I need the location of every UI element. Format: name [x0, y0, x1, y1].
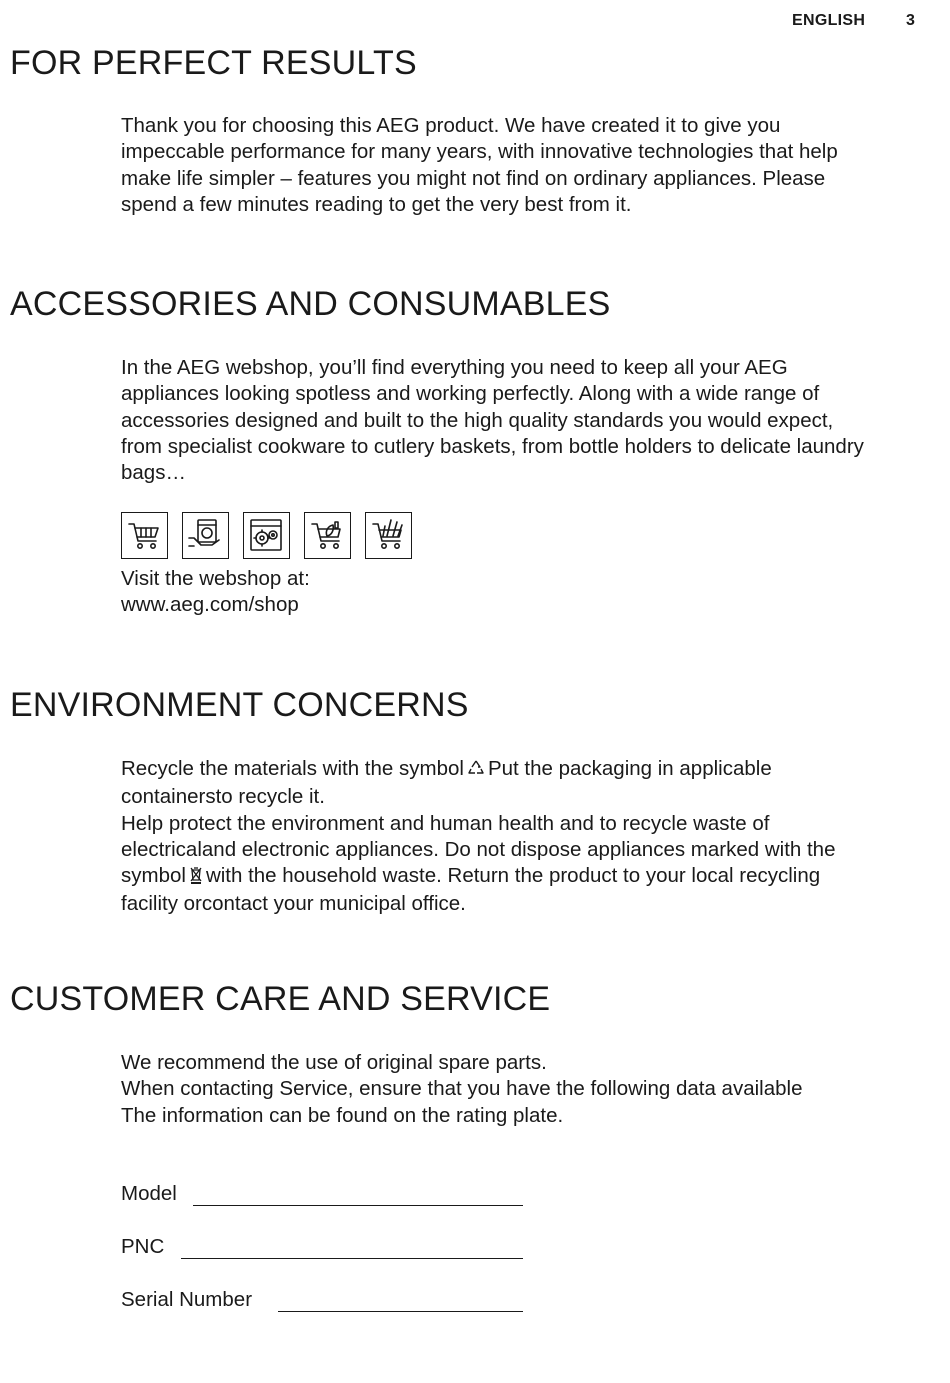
section-title-customer-care: CUSTOMER CARE AND SERVICE	[10, 980, 551, 1018]
section-title-perfect-results: FOR PERFECT RESULTS	[10, 44, 417, 82]
intro-paragraph	[121, 113, 921, 218]
model-field-label: Model	[121, 1182, 177, 1205]
text-line: When contacting Service, ensure that you have the following data available	[121, 1077, 803, 1101]
text-line: electricaland electronic appliances. Do not dispose appliances marked with the	[121, 837, 836, 861]
text-fragment: symbol	[121, 864, 186, 888]
dishwasher-gear-icon	[243, 512, 290, 559]
serial-number-field-label: Serial Number	[121, 1288, 253, 1311]
crossed-bin-icon	[189, 865, 203, 891]
text-fragment: with the household waste. Return the product to your local recycling	[205, 864, 821, 888]
cart-utensils-icon	[365, 512, 412, 559]
recycle-icon	[467, 758, 485, 784]
text-line: In the AEG webshop, you’ll find everything you need to keep all your AEG	[121, 356, 788, 379]
section-title-accessories: ACCESSORIES AND CONSUMABLES	[10, 285, 611, 323]
text-line: spend a few minutes reading to get the very best from it.	[121, 192, 632, 216]
webshop-link[interactable]: www.aeg.com/shop	[121, 593, 299, 617]
page-number: 3	[906, 12, 916, 29]
text-line	[121, 756, 921, 784]
text-line: The information can be found on the rating plate.	[121, 1103, 564, 1127]
text-fragment: Put the packaging in applicable	[487, 757, 772, 780]
text-line: bags…	[121, 461, 186, 485]
washing-machine-hand-icon	[182, 512, 229, 559]
text-line: facility orcontact your municipal office.	[121, 892, 466, 916]
environment-paragraph	[121, 756, 921, 918]
text-line: impeccable performance for many years, with innovative technologies that help	[121, 140, 838, 164]
text-line: Thank you for choosing this AEG product. We have created it to give you	[121, 114, 781, 137]
text-line: Help protect the environment and human health and to recycle waste of	[121, 811, 770, 835]
serial-number-field-line[interactable]	[278, 1311, 523, 1312]
text-line: from specialist cookware to cutlery baskets, from bottle holders to delicate laundry	[121, 434, 864, 458]
text-line: make life simpler – features you might not find on ordinary appliances. Please	[121, 166, 826, 190]
text-line	[121, 863, 921, 891]
cart-cleaning-icon	[304, 512, 351, 559]
accessories-paragraph	[121, 355, 921, 486]
pnc-field-line[interactable]	[181, 1258, 523, 1259]
text-line: We recommend the use of original spare parts.	[121, 1051, 547, 1074]
section-title-environment: ENVIRONMENT CONCERNS	[10, 686, 469, 724]
pnc-field-label: PNC	[121, 1235, 165, 1258]
webshop-label: Visit the webshop at:	[121, 567, 310, 590]
model-field-line[interactable]	[193, 1205, 523, 1206]
webshop-info	[121, 566, 921, 619]
text-fragment: Recycle the materials with the symbol	[121, 757, 464, 780]
header-language: ENGLISH	[792, 12, 866, 29]
customer-care-paragraph	[121, 1050, 921, 1129]
shopping-cart-icon	[121, 512, 168, 559]
text-line: containersto recycle it.	[121, 785, 325, 809]
text-line: appliances looking spotless and working perfectly. Along with a wide range of	[121, 382, 820, 406]
text-line: accessories designed and built to the high quality standards you would expect,	[121, 408, 834, 432]
